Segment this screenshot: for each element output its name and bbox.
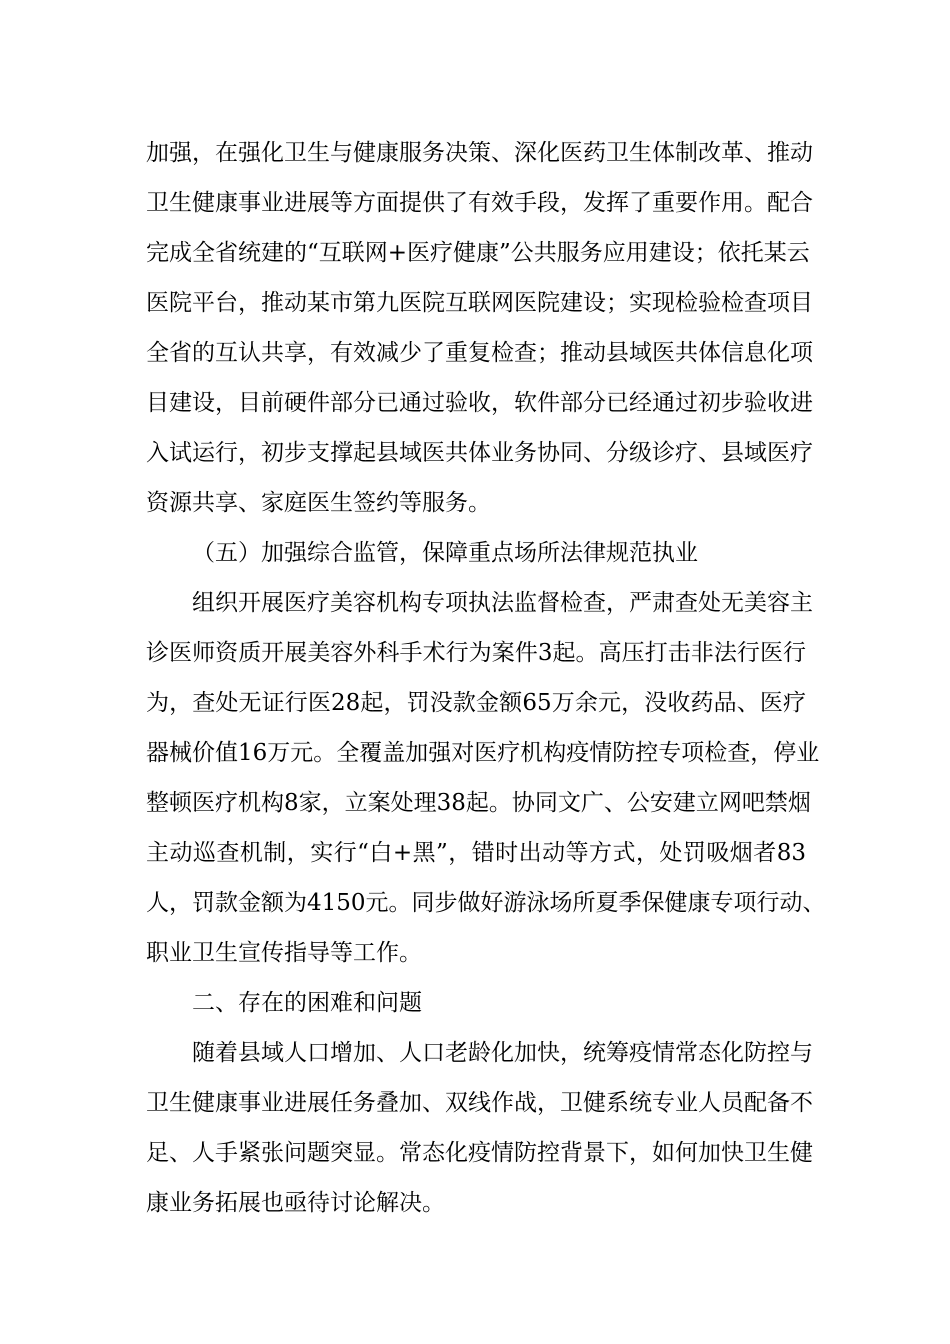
paragraph-line: 资源共享、家庭医生签约等服务。 — [146, 490, 491, 516]
paragraph-line: 器械价值16万元。全覆盖加强对医疗机构疫情防控专项检查，停业 — [146, 740, 820, 766]
paragraph-line: 加强，在强化卫生与健康服务决策、深化医药卫生体制改革、推动 — [146, 140, 813, 166]
paragraph-line: 卫生健康事业进展任务叠加、双线作战，卫健系统专业人员配备不 — [146, 1090, 813, 1116]
paragraph-line: 康业务拓展也亟待讨论解决。 — [146, 1190, 445, 1216]
paragraph-line: 为，查处无证行医28起，罚没款金额65万余元，没收药品、医疗 — [146, 690, 806, 716]
paragraph-line: 目建设，目前硬件部分已通过验收，软件部分已经通过初步验收进 — [146, 390, 813, 416]
paragraph-line: 全省的互认共享，有效减少了重复检查；推动县域医共体信息化项 — [146, 340, 813, 366]
paragraph-line: 入试运行，初步支撑起县域医共体业务协同、分级诊疗、县域医疗 — [146, 440, 813, 466]
section-heading: 二、存在的困难和问题 — [192, 990, 422, 1016]
paragraph-line: 人，罚款金额为4150元。同步做好游泳场所夏季保健康专项行动、 — [146, 890, 826, 916]
section-heading: （五）加强综合监管，保障重点场所法律规范执业 — [192, 540, 698, 566]
paragraph-line: 整顿医疗机构8家，立案处理38起。协同文广、公安建立网吧禁烟 — [146, 790, 811, 816]
paragraph-line: 卫生健康事业进展等方面提供了有效手段，发挥了重要作用。配合 — [146, 190, 813, 216]
paragraph-line: 诊医师资质开展美容外科手术行为案件3起。高压打击非法行医行 — [146, 640, 806, 666]
paragraph-line: 完成全省统建的“互联网+医疗健康”公共服务应用建设；依托某云 — [146, 240, 810, 266]
paragraph-line: 职业卫生宣传指导等工作。 — [146, 940, 422, 966]
paragraph-line: 主动巡查机制，实行“白+黑”，错时出动等方式，处罚吸烟者83 — [146, 840, 806, 866]
paragraph-line: 组织开展医疗美容机构专项执法监督检查，严肃查处无美容主 — [192, 590, 813, 616]
paragraph-line: 随着县域人口增加、人口老龄化加快，统筹疫情常态化防控与 — [192, 1040, 813, 1066]
paragraph-line: 足、人手紧张问题突显。常态化疫情防控背景下，如何加快卫生健 — [146, 1140, 813, 1166]
paragraph-line: 医院平台，推动某市第九医院互联网医院建设；实现检验检查项目 — [146, 290, 813, 316]
document-body — [146, 128, 826, 1228]
